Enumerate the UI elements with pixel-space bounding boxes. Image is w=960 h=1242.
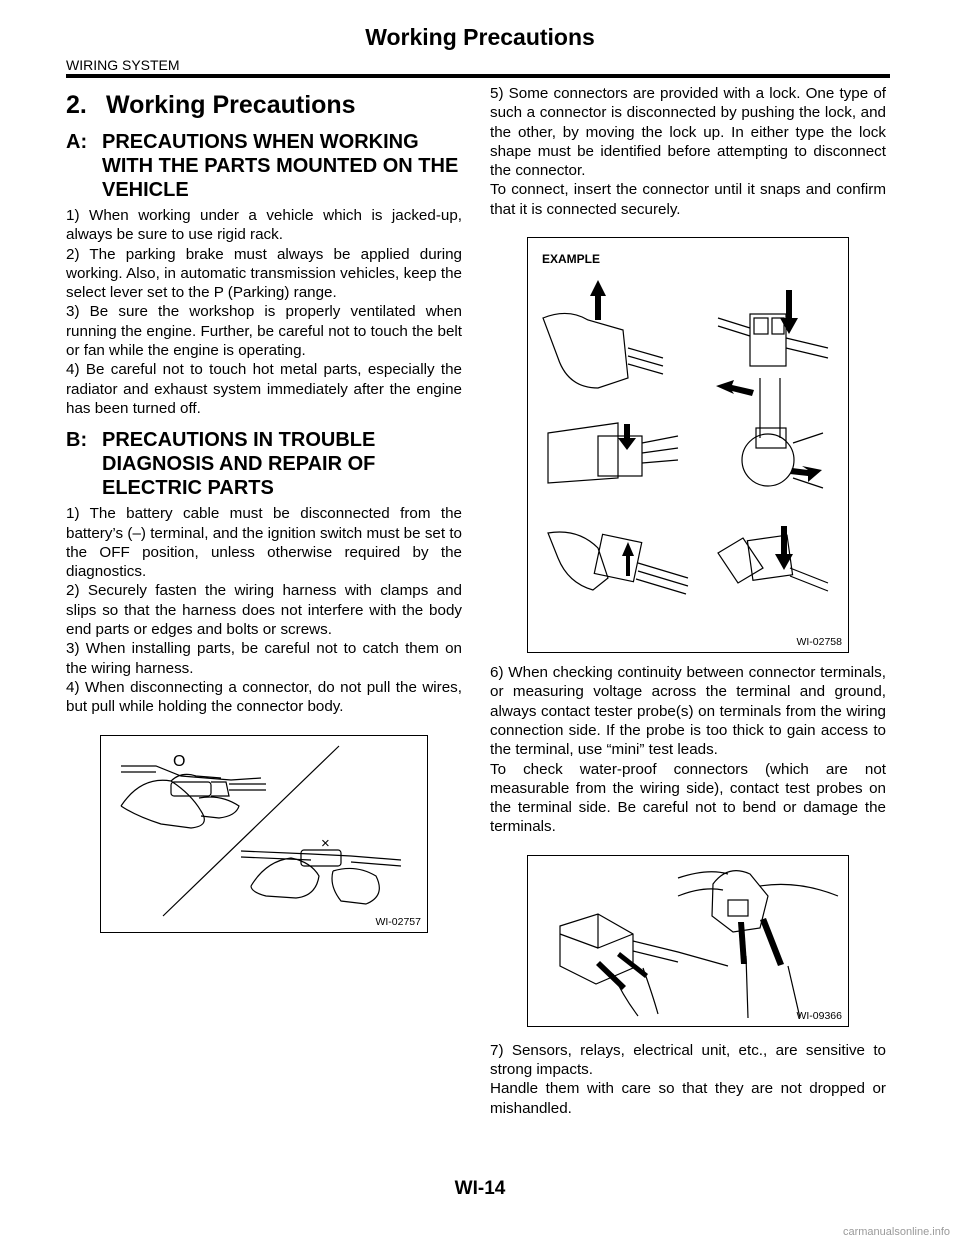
connector-disconnect-illustration [101,736,427,932]
section-a-letter: A: [66,131,88,153]
header-rule [66,74,890,78]
section-b-item-3: 3) When installing parts, be careful not to catch them on the wiring harness. [66,640,462,677]
left-column [66,84,462,933]
section-a-item-3: 3) Be sure the workshop is properly ventilated when running the engine. Further, be careful not to touch the belt or fan while the engine is operating. [66,303,462,360]
section-b-title: PRECAUTIONS IN TROUBLE DIAGNOSIS AND REPAIR OF ELECTRIC PARTS [102,429,376,500]
section-a-item-1: 1) When working under a vehicle which is jacked-up, always be sure to use rigid rack. [66,207,462,244]
section-a-heading [66,130,462,202]
chapter-number: 2. [66,91,87,119]
page-header-section: WIRING SYSTEM [66,57,180,73]
page-header-title: Working Precautions [365,24,595,50]
figure-connector-locks [527,237,849,653]
figure-2-example-label: EXAMPLE [542,252,601,267]
figure-tester-probes [527,855,849,1027]
incorrect-mark: × [321,834,330,852]
section-b-item-4: 4) When disconnecting a connector, do not pull the wires, but pull while holding the connector body. [66,678,462,716]
correct-mark: O [173,752,186,770]
right-column [490,84,886,1118]
section-b-heading [66,428,462,500]
chapter-heading [66,90,462,120]
item-7: 7) Sensors, relays, electrical unit, etc., are sensitive to strong impacts. [490,1041,886,1079]
section-a-item-2: 2) The parking brake must always be applied during working. Also, in automatic transmission vehicles, keep the select lever set to the P (Parking) range. [66,245,462,302]
item-6-waterproof: To check water-proof connectors (which are not measurable from the wiring side), contact test probes on the terminal side. Be careful not to bend or damage the terminals. [490,760,886,836]
connector-lock-illustration [528,238,848,652]
page-number: WI-14 [454,1178,506,1199]
item-5: 5) Some connectors are provided with a lock. One type of such a connector is disconnected by pushing the lock, and the other, by moving the lock up. In either type the lock shape must be identified before attempting to disconnect the connector. [490,85,886,180]
item-7-handle: Handle them with care so that they are not dropped or mishandled. [490,1080,886,1117]
watermark: carmanualsonline.info [842,1226,950,1238]
tester-probe-illustration [528,856,848,1026]
figure-3-label: WI-09366 [796,1009,842,1022]
section-b-item-1: 1) The battery cable must be disconnected from the battery’s (–) terminal, and the ignition switch must be set to the OFF position, unless otherwise required by the diagnostics. [66,505,462,581]
figure-connector-disconnect [100,735,428,933]
figure-2-label: WI-02758 [796,636,842,649]
figure-1-label: WI-02757 [375,915,421,928]
item-6: 6) When checking continuity between connector terminals, or measuring voltage across the terminal and ground, always contact tester probe(s) on terminals from the wiring connection side. If the probe is too thick to gain access to the terminal, use “mini” test leads. [490,664,886,759]
section-b-item-2: 2) Securely fasten the wiring harness with clamps and slips so that the harness does not interfere with the body end parts or edges and bolts or screws. [66,582,462,639]
section-a-item-4: 4) Be careful not to touch hot metal parts, especially the radiator and exhaust system immediately after the engine has been turned off. [66,361,462,417]
item-5-connect: To connect, insert the connector until it snaps and confirm that it is connected securely. [490,181,886,218]
section-a-title: PRECAUTIONS WHEN WORKING WITH THE PARTS MOUNTED ON THE VEHICLE [102,131,459,201]
chapter-title: Working Precautions [106,91,356,119]
section-b-letter: B: [66,429,88,452]
